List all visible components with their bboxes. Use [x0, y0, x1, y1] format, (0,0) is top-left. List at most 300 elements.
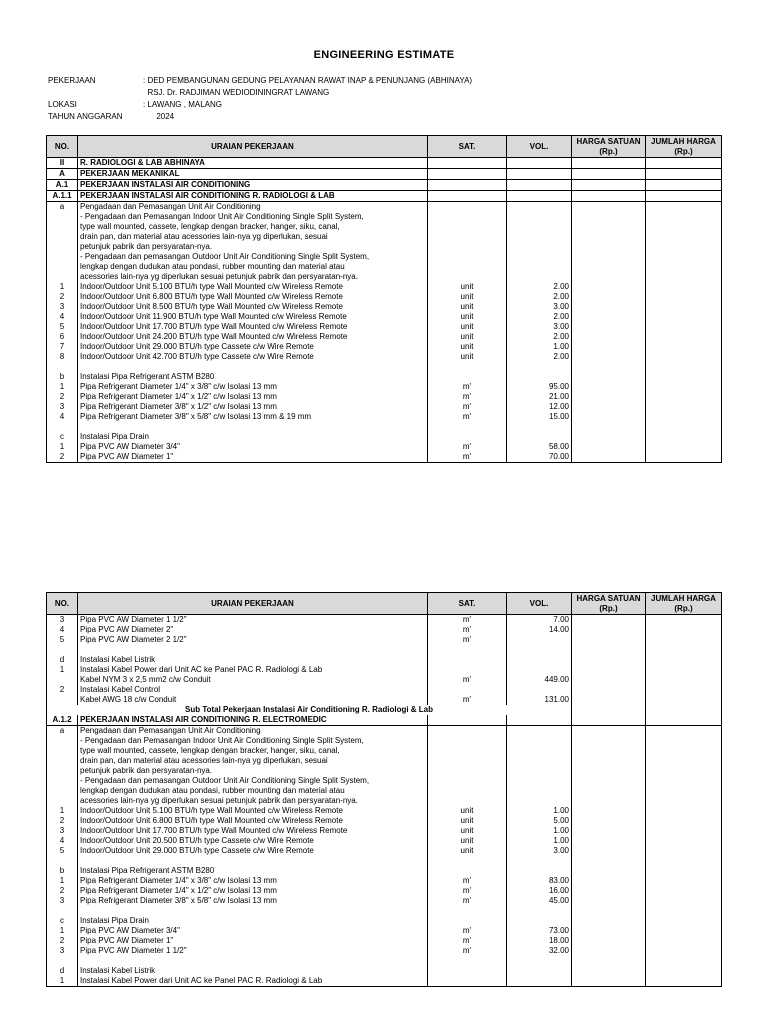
table-header-row	[47, 136, 722, 158]
table-row	[47, 282, 722, 292]
unit-cell: m'	[428, 442, 507, 452]
table-header-row	[47, 593, 722, 615]
volume-cell	[507, 202, 572, 213]
unit-cell: m'	[428, 615, 507, 626]
harga-satuan-cell	[572, 222, 646, 232]
table-row	[47, 906, 722, 916]
jumlah-harga-cell	[646, 252, 722, 262]
unit-cell: unit	[428, 282, 507, 292]
jumlah-harga-cell	[646, 976, 722, 987]
description-cell: Indoor/Outdoor Unit 29.000 BTU/h type Cassete c/w Wire Remote	[78, 846, 428, 856]
table-row	[47, 846, 722, 856]
description-cell: petunjuk pabrik dan persyaratan-nya.	[78, 242, 428, 252]
harga-satuan-cell	[572, 392, 646, 402]
row-number-cell	[47, 212, 78, 222]
harga-satuan-cell	[572, 382, 646, 392]
description-cell: Pipa PVC AW Diameter 2 1/2"	[78, 635, 428, 645]
project-info-key: LOKASI	[48, 100, 77, 109]
harga-satuan-cell	[572, 402, 646, 412]
header-sat: SAT.	[428, 593, 507, 615]
row-number-cell: 4	[47, 412, 78, 422]
description-cell: Pipa Refrigerant Diameter 1/4" x 1/2" c/w Isolasi 13 mm	[78, 392, 428, 402]
table-row	[47, 302, 722, 312]
table-row	[47, 382, 722, 392]
unit-cell	[428, 796, 507, 806]
table-row	[47, 402, 722, 412]
description-cell: acessories lain-nya yg diperlukan sesuai petunjuk pabrik dan persyaratan-nya.	[78, 272, 428, 282]
row-number-cell	[47, 956, 78, 966]
harga-satuan-cell	[572, 956, 646, 966]
table-row	[47, 645, 722, 655]
jumlah-harga-cell	[646, 736, 722, 746]
harga-satuan-cell	[572, 786, 646, 796]
harga-satuan-cell	[572, 625, 646, 635]
table-row	[47, 412, 722, 422]
unit-cell	[428, 202, 507, 213]
row-number-cell: 1	[47, 282, 78, 292]
harga-satuan-cell	[572, 906, 646, 916]
unit-cell	[428, 262, 507, 272]
description-cell: Indoor/Outdoor Unit 24.200 BTU/h type Wall Mounted c/w Wireless Remote	[78, 332, 428, 342]
description-cell: Instalasi Pipa Drain	[78, 432, 428, 442]
volume-cell: 45.00	[507, 896, 572, 906]
harga-satuan-cell	[572, 372, 646, 382]
harga-satuan-cell	[572, 886, 646, 896]
jumlah-harga-cell	[646, 956, 722, 966]
harga-satuan-cell	[572, 282, 646, 292]
jumlah-harga-cell	[646, 362, 722, 372]
harga-satuan-cell	[572, 312, 646, 322]
harga-satuan-cell	[572, 169, 646, 180]
volume-cell	[507, 776, 572, 786]
harga-satuan-cell	[572, 766, 646, 776]
unit-cell	[428, 856, 507, 866]
table-row	[47, 746, 722, 756]
description-cell: Pipa Refrigerant Diameter 3/8" x 5/8" c/w Isolasi 13 mm & 19 mm	[78, 412, 428, 422]
description-cell: - Pengadaan dan Pemasangan Indoor Unit Air Conditioning Single Split System,	[78, 212, 428, 222]
jumlah-harga-cell	[646, 645, 722, 655]
row-number-cell: c	[47, 916, 78, 926]
row-number-cell: 2	[47, 685, 78, 695]
unit-cell	[428, 242, 507, 252]
jumlah-harga-cell	[646, 746, 722, 756]
unit-cell: unit	[428, 332, 507, 342]
description-cell: PEKERJAAN MEKANIKAL	[78, 169, 428, 180]
jumlah-harga-cell	[646, 675, 722, 685]
row-number-cell	[47, 262, 78, 272]
description-cell: - Pengadaan dan pemasangan Outdoor Unit Air Conditioning Single Split System,	[78, 776, 428, 786]
harga-satuan-cell	[572, 252, 646, 262]
jumlah-harga-cell	[646, 158, 722, 169]
volume-cell	[507, 212, 572, 222]
unit-cell	[428, 665, 507, 675]
jumlah-harga-cell	[646, 715, 722, 726]
description-cell	[78, 422, 428, 432]
jumlah-harga-cell	[646, 262, 722, 272]
volume-cell: 70.00	[507, 452, 572, 463]
harga-satuan-cell	[572, 262, 646, 272]
unit-cell	[428, 432, 507, 442]
description-cell	[78, 362, 428, 372]
row-number-cell: 3	[47, 302, 78, 312]
jumlah-harga-cell	[646, 452, 722, 463]
row-number-cell: 3	[47, 946, 78, 956]
row-number-cell: b	[47, 866, 78, 876]
volume-cell: 3.00	[507, 322, 572, 332]
harga-satuan-cell	[572, 292, 646, 302]
description-cell: R. RADIOLOGI & LAB ABHINAYA	[78, 158, 428, 169]
unit-cell	[428, 232, 507, 242]
row-number-cell: 5	[47, 846, 78, 856]
volume-cell	[507, 655, 572, 665]
harga-satuan-cell	[572, 412, 646, 422]
harga-satuan-cell	[572, 826, 646, 836]
row-number-cell: A	[47, 169, 78, 180]
table-row	[47, 191, 722, 202]
unit-cell: m'	[428, 695, 507, 705]
table-row	[47, 635, 722, 645]
row-number-cell	[47, 796, 78, 806]
table-row	[47, 796, 722, 806]
volume-cell: 7.00	[507, 615, 572, 626]
volume-cell: 18.00	[507, 936, 572, 946]
harga-satuan-cell	[572, 866, 646, 876]
harga-satuan-cell	[572, 322, 646, 332]
jumlah-harga-cell	[646, 412, 722, 422]
unit-cell: unit	[428, 292, 507, 302]
description-cell: Pipa Refrigerant Diameter 3/8" x 1/2" c/w Isolasi 13 mm	[78, 402, 428, 412]
jumlah-harga-cell	[646, 966, 722, 976]
harga-satuan-cell	[572, 916, 646, 926]
row-number-cell: 5	[47, 322, 78, 332]
table-row	[47, 169, 722, 180]
description-cell: Indoor/Outdoor Unit 6.800 BTU/h type Wall Mounted c/w Wireless Remote	[78, 816, 428, 826]
unit-cell: unit	[428, 846, 507, 856]
description-cell: Pipa PVC AW Diameter 3/4"	[78, 442, 428, 452]
unit-cell	[428, 158, 507, 169]
unit-cell: unit	[428, 322, 507, 332]
table-row	[47, 816, 722, 826]
table-row	[47, 342, 722, 352]
volume-cell: 131.00	[507, 695, 572, 705]
table-row	[47, 180, 722, 191]
row-number-cell: A.1	[47, 180, 78, 191]
jumlah-harga-cell	[646, 705, 722, 715]
unit-cell	[428, 756, 507, 766]
row-number-cell	[47, 776, 78, 786]
volume-cell	[507, 746, 572, 756]
volume-cell	[507, 262, 572, 272]
jumlah-harga-cell	[646, 442, 722, 452]
volume-cell: 1.00	[507, 836, 572, 846]
volume-cell	[507, 232, 572, 242]
description-cell: Instalasi Pipa Refrigerant ASTM B280	[78, 866, 428, 876]
description-cell: Instalasi Kabel Power dari Unit AC ke Panel PAC R. Radiologi & Lab	[78, 665, 428, 675]
description-cell: drain pan, dan material atau acessories lain-nya yg diperlukan, sesuai	[78, 756, 428, 766]
harga-satuan-cell	[572, 232, 646, 242]
volume-cell	[507, 796, 572, 806]
table-row	[47, 766, 722, 776]
unit-cell: unit	[428, 836, 507, 846]
unit-cell: m'	[428, 936, 507, 946]
volume-cell: 2.00	[507, 312, 572, 322]
jumlah-harga-cell	[646, 422, 722, 432]
description-cell: Indoor/Outdoor Unit 6.800 BTU/h type Wall Mounted c/w Wireless Remote	[78, 292, 428, 302]
jumlah-harga-cell	[646, 846, 722, 856]
volume-cell	[507, 222, 572, 232]
jumlah-harga-cell	[646, 756, 722, 766]
unit-cell	[428, 906, 507, 916]
row-number-cell: 1	[47, 665, 78, 675]
row-number-cell	[47, 766, 78, 776]
volume-cell	[507, 422, 572, 432]
row-number-cell: a	[47, 726, 78, 737]
header-no: NO.	[47, 593, 78, 615]
table-row	[47, 926, 722, 936]
jumlah-harga-cell	[646, 342, 722, 352]
header-harga-satuan: HARGA SATUAN (Rp.)	[572, 593, 646, 615]
volume-cell: 3.00	[507, 302, 572, 312]
harga-satuan-cell	[572, 715, 646, 726]
jumlah-harga-cell	[646, 695, 722, 705]
harga-satuan-cell	[572, 352, 646, 362]
harga-satuan-cell	[572, 180, 646, 191]
jumlah-harga-cell	[646, 856, 722, 866]
jumlah-harga-cell	[646, 372, 722, 382]
unit-cell	[428, 645, 507, 655]
harga-satuan-cell	[572, 362, 646, 372]
description-cell: Indoor/Outdoor Unit 17.700 BTU/h type Wall Mounted c/w Wireless Remote	[78, 322, 428, 332]
project-info-row	[48, 111, 174, 123]
row-number-cell: 1	[47, 382, 78, 392]
volume-cell: 449.00	[507, 675, 572, 685]
harga-satuan-cell	[572, 242, 646, 252]
jumlah-harga-cell	[646, 625, 722, 635]
header-jumlah-harga: JUMLAH HARGA (Rp.)	[646, 593, 722, 615]
project-info-row	[48, 99, 222, 111]
jumlah-harga-cell	[646, 272, 722, 282]
table-row	[47, 372, 722, 382]
project-info-row	[48, 87, 329, 99]
table-row	[47, 452, 722, 463]
volume-cell: 58.00	[507, 442, 572, 452]
table-row	[47, 695, 722, 705]
volume-cell: 3.00	[507, 846, 572, 856]
jumlah-harga-cell	[646, 635, 722, 645]
description-cell: Instalasi Pipa Refrigerant ASTM B280	[78, 372, 428, 382]
description-cell: Pipa PVC AW Diameter 1 1/2"	[78, 946, 428, 956]
description-cell: Pipa PVC AW Diameter 1 1/2"	[78, 615, 428, 626]
table-row	[47, 806, 722, 816]
row-number-cell: d	[47, 655, 78, 665]
header-vol: VOL.	[507, 593, 572, 615]
jumlah-harga-cell	[646, 292, 722, 302]
unit-cell	[428, 655, 507, 665]
volume-cell	[507, 645, 572, 655]
harga-satuan-cell	[572, 442, 646, 452]
jumlah-harga-cell	[646, 685, 722, 695]
harga-satuan-cell	[572, 796, 646, 806]
volume-cell: 83.00	[507, 876, 572, 886]
row-number-cell: 3	[47, 826, 78, 836]
jumlah-harga-cell	[646, 806, 722, 816]
volume-cell: 1.00	[507, 826, 572, 836]
harga-satuan-cell	[572, 685, 646, 695]
row-number-cell: 2	[47, 392, 78, 402]
row-number-cell	[47, 756, 78, 766]
harga-satuan-cell	[572, 846, 646, 856]
row-number-cell: 1	[47, 806, 78, 816]
table-row	[47, 332, 722, 342]
jumlah-harga-cell	[646, 796, 722, 806]
unit-cell	[428, 746, 507, 756]
table-row	[47, 312, 722, 322]
description-cell: Indoor/Outdoor Unit 5.100 BTU/h type Wall Mounted c/w Wireless Remote	[78, 282, 428, 292]
description-cell: Indoor/Outdoor Unit 17.700 BTU/h type Wall Mounted c/w Wireless Remote	[78, 826, 428, 836]
volume-cell	[507, 372, 572, 382]
harga-satuan-cell	[572, 332, 646, 342]
description-cell: Indoor/Outdoor Unit 29.000 BTU/h type Cassete c/w Wire Remote	[78, 342, 428, 352]
unit-cell	[428, 180, 507, 191]
project-info-key: TAHUN ANGGARAN	[48, 112, 123, 121]
description-cell: Instalasi Kabel Listrik	[78, 655, 428, 665]
jumlah-harga-cell	[646, 322, 722, 332]
volume-cell	[507, 158, 572, 169]
row-number-cell: 1	[47, 442, 78, 452]
description-cell	[78, 906, 428, 916]
volume-cell: 12.00	[507, 402, 572, 412]
jumlah-harga-cell	[646, 432, 722, 442]
row-number-cell: a	[47, 202, 78, 213]
row-number-cell: II	[47, 158, 78, 169]
description-cell: Indoor/Outdoor Unit 5.100 BTU/h type Wall Mounted c/w Wireless Remote	[78, 806, 428, 816]
jumlah-harga-cell	[646, 766, 722, 776]
header-vol: VOL.	[507, 136, 572, 158]
project-info-value: 2024	[143, 112, 175, 121]
table-row	[47, 675, 722, 685]
description-cell: Kabel NYM 3 x 2,5 mm2 c/w Conduit	[78, 675, 428, 685]
row-number-cell: b	[47, 372, 78, 382]
harga-satuan-cell	[572, 665, 646, 675]
row-number-cell	[47, 746, 78, 756]
description-cell: Indoor/Outdoor Unit 8.500 BTU/h type Wall Mounted c/w Wireless Remote	[78, 302, 428, 312]
harga-satuan-cell	[572, 876, 646, 886]
table-row	[47, 292, 722, 302]
harga-satuan-cell	[572, 746, 646, 756]
row-number-cell: 3	[47, 615, 78, 626]
volume-cell	[507, 916, 572, 926]
harga-satuan-cell	[572, 695, 646, 705]
volume-cell	[507, 685, 572, 695]
harga-satuan-cell	[572, 191, 646, 202]
harga-satuan-cell	[572, 158, 646, 169]
description-cell: type wall mounted, cassete, lengkap dengan bracker, hanger, siku, canal,	[78, 746, 428, 756]
unit-cell	[428, 766, 507, 776]
jumlah-harga-cell	[646, 916, 722, 926]
jumlah-harga-cell	[646, 836, 722, 846]
jumlah-harga-cell	[646, 786, 722, 796]
unit-cell	[428, 715, 507, 726]
table-row	[47, 625, 722, 635]
volume-cell: 2.00	[507, 332, 572, 342]
jumlah-harga-cell	[646, 816, 722, 826]
volume-cell	[507, 252, 572, 262]
volume-cell	[507, 956, 572, 966]
description-cell: drain pan, dan material atau acessories lain-nya yg diperlukan, sesuai	[78, 232, 428, 242]
table-row	[47, 232, 722, 242]
estimate-table-page-1	[46, 135, 722, 463]
table-row	[47, 756, 722, 766]
jumlah-harga-cell	[646, 826, 722, 836]
table-row	[47, 685, 722, 695]
harga-satuan-cell	[572, 736, 646, 746]
row-number-cell: 1	[47, 926, 78, 936]
unit-cell: m'	[428, 382, 507, 392]
table-row	[47, 856, 722, 866]
jumlah-harga-cell	[646, 222, 722, 232]
row-number-cell	[47, 675, 78, 685]
table-row	[47, 442, 722, 452]
table-row	[47, 936, 722, 946]
description-cell: Instalasi Kabel Control	[78, 685, 428, 695]
harga-satuan-cell	[572, 856, 646, 866]
description-cell: Instalasi Kabel Power dari Unit AC ke Panel PAC R. Radiologi & Lab	[78, 976, 428, 987]
description-cell	[78, 856, 428, 866]
row-number-cell: c	[47, 432, 78, 442]
description-cell: Pipa Refrigerant Diameter 3/8" x 5/8" c/w Isolasi 13 mm	[78, 896, 428, 906]
row-number-cell: 5	[47, 635, 78, 645]
volume-cell: 2.00	[507, 292, 572, 302]
unit-cell: m'	[428, 402, 507, 412]
unit-cell	[428, 191, 507, 202]
unit-cell: m'	[428, 675, 507, 685]
row-number-cell: 3	[47, 896, 78, 906]
unit-cell	[428, 976, 507, 987]
table-row	[47, 886, 722, 896]
row-number-cell	[47, 906, 78, 916]
table-row	[47, 262, 722, 272]
harga-satuan-cell	[572, 896, 646, 906]
row-number-cell: 7	[47, 342, 78, 352]
unit-cell	[428, 422, 507, 432]
description-cell: Pengadaan dan Pemasangan Unit Air Conditioning	[78, 202, 428, 213]
harga-satuan-cell	[572, 635, 646, 645]
harga-satuan-cell	[572, 302, 646, 312]
row-number-cell: 6	[47, 332, 78, 342]
unit-cell	[428, 776, 507, 786]
project-info-value: : LAWANG , MALANG	[143, 100, 222, 109]
jumlah-harga-cell	[646, 906, 722, 916]
row-number-cell: d	[47, 966, 78, 976]
harga-satuan-cell	[572, 836, 646, 846]
harga-satuan-cell	[572, 422, 646, 432]
description-cell: type wall mounted, cassete, lengkap dengan bracker, hanger, siku, canal,	[78, 222, 428, 232]
table-row	[47, 272, 722, 282]
jumlah-harga-cell	[646, 615, 722, 626]
volume-cell: 15.00	[507, 412, 572, 422]
table-row	[47, 362, 722, 372]
volume-cell: 2.00	[507, 282, 572, 292]
volume-cell	[507, 242, 572, 252]
volume-cell	[507, 362, 572, 372]
unit-cell	[428, 372, 507, 382]
unit-cell	[428, 685, 507, 695]
unit-cell	[428, 169, 507, 180]
unit-cell: m'	[428, 635, 507, 645]
volume-cell	[507, 726, 572, 737]
table-row	[47, 715, 722, 726]
row-number-cell: 8	[47, 352, 78, 362]
